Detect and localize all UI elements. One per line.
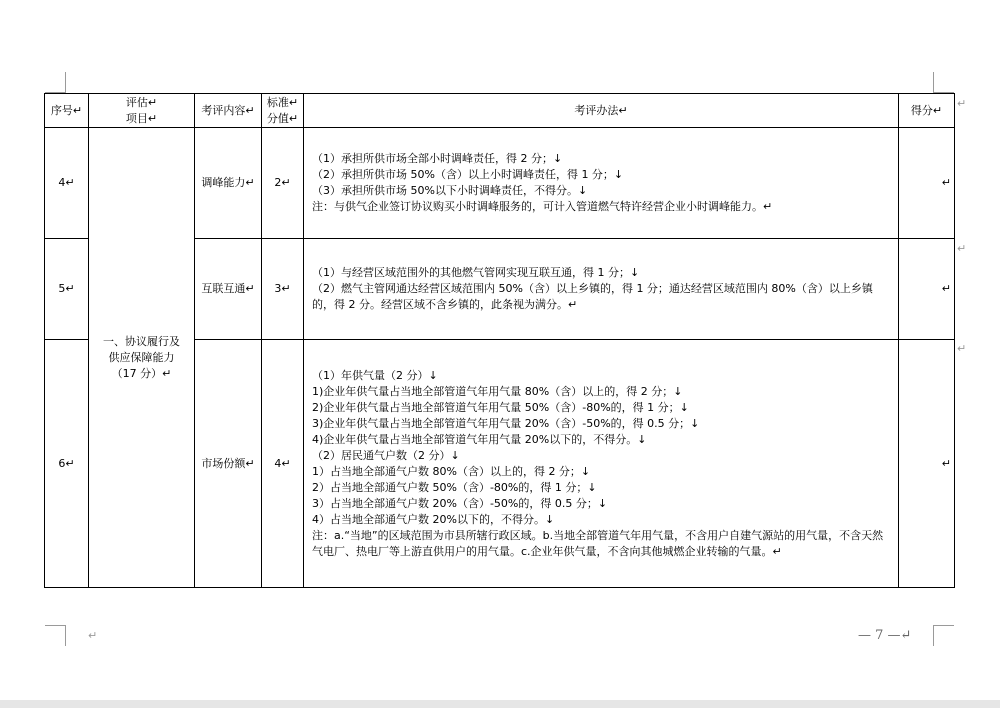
- row-no: 4↵: [45, 128, 89, 239]
- row-score: 4↵: [262, 340, 304, 588]
- header-got: 得分↵: [899, 94, 955, 128]
- corner-mark-bottom-left: [45, 625, 66, 646]
- row-method: （1）承担所供市场全部小时调峰责任，得 2 分；↓ （2）承担所供市场 50%（含）以上小时调峰责任，得 1 分；↓ （3）承担所供市场 50%以下小时调峰责任，不得分。↓ 注：与供气企业签订协议购买小时调峰服务的，可计入管道燃气特许经营企业小时调峰能力。↵: [304, 128, 899, 239]
- margin-return-mark: ↵: [957, 342, 967, 355]
- evaluation-table: [44, 93, 955, 588]
- row-method: （1）年供气量（2 分）↓ 1)企业年供气量占当地全部管道气年用气量 80%（含）以上的，得 2 分；↓ 2)企业年供气量占当地全部管道气年用气量 50%（含）-80%的，得 1 分；↓ 3)企业年供气量占当地全部管道气年用气量 20%（含）-50%的，得 0.5 分；↓ 4)企业年供气量占当地全部管道气年用气量 20%以下的，不得分。↓ （2）居民通气户数（2 分）↓ 1）占当地全部通气户数 80%（含）以上的，得 2 分；↓ 2）占当地全部通气户数 50%（含）-80%的，得 1 分；↓ 3）占当地全部通气户数 20%（含）-50%的，得 0.5 分；↓ 4）占当地全部通气户数 20%以下的，不得分。↓ 注：a.“当地”的区域范围为市县所辖行政区域。b.当地全部管道气年用气量，不含用户自建气源站的用气量，不含天然气电厂、热电厂等上游直供用户的用气量。c.企业年供气量，不含向其他城燃企业转输的气量。↵: [304, 340, 899, 588]
- header-method: 考评办法↵: [304, 94, 899, 128]
- row-score: 3↵: [262, 239, 304, 340]
- header-content: 考评内容↵: [195, 94, 262, 128]
- table-header-row: [45, 94, 955, 128]
- row-got: ↵: [899, 128, 955, 239]
- row-content: 调峰能力↵: [195, 128, 262, 239]
- corner-mark-top-left: [45, 72, 66, 93]
- page-number: — 7 —↵: [858, 628, 912, 643]
- row-method: （1）与经营区域范围外的其他燃气管网实现互联互通，得 1 分；↓ （2）燃气主管网通达经营区域范围内 50%（含）以上乡镇的，得 1 分；通达经营区域范围内 80%（含）以上乡镇的，得 2 分。经营区域不含乡镇的，此条视为满分。↵: [304, 239, 899, 340]
- header-no: 序号↵: [45, 94, 89, 128]
- header-item: 评估↵ 项目↵: [89, 94, 195, 128]
- margin-return-mark: ↵: [957, 242, 967, 255]
- table-row: [45, 128, 955, 239]
- corner-mark-bottom-right: [933, 625, 954, 646]
- row-got: ↵: [899, 239, 955, 340]
- page-bottom-edge: [0, 700, 1000, 708]
- corner-mark-top-right: [933, 72, 954, 93]
- margin-return-mark: ↵: [957, 97, 967, 110]
- header-score-standard: 标准↵ 分值↵: [262, 94, 304, 128]
- row-got: ↵: [899, 340, 955, 588]
- row-score: 2↵: [262, 128, 304, 239]
- row-content: 市场份额↵: [195, 340, 262, 588]
- row-no: 5↵: [45, 239, 89, 340]
- row-content: 互联互通↵: [195, 239, 262, 340]
- group-title: 一、协议履行及 供应保障能力 （17 分）↵: [89, 128, 195, 588]
- row-no: 6↵: [45, 340, 89, 588]
- footer-return-mark: ↵: [88, 629, 98, 642]
